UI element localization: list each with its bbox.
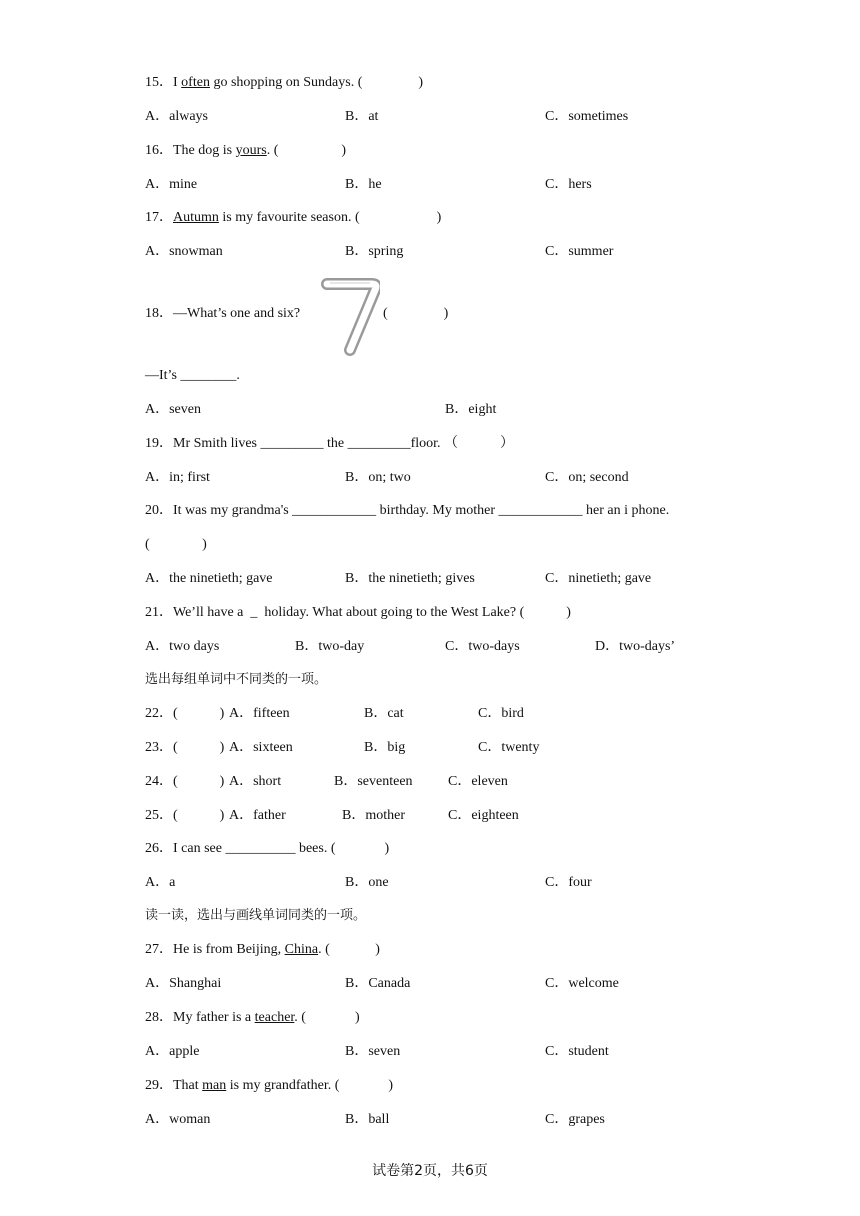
question-25: 25．( ) <box>145 808 225 823</box>
option-c[interactable]: C．twenty <box>478 740 540 755</box>
option-a[interactable]: A．father <box>229 808 286 823</box>
question-16 <box>145 141 346 161</box>
option-b[interactable]: B．spring <box>345 244 404 259</box>
option-b[interactable]: B．the ninetieth; gives <box>345 571 475 586</box>
option-b[interactable]: B．ball <box>345 1112 390 1127</box>
underlined-word: Autumn <box>173 210 219 225</box>
option-b[interactable]: B．he <box>345 177 382 192</box>
option-b[interactable]: B．mother <box>342 808 405 823</box>
question-text: I <box>173 75 182 90</box>
section-instruction: 选出每组单词中不同类的一项。 <box>145 672 328 687</box>
question-text: is my grandfather. ( ) <box>226 1078 394 1093</box>
option-c[interactable]: C．two-days <box>445 639 520 654</box>
question-text: go shopping on Sundays. ( ) <box>209 75 424 90</box>
option-a[interactable]: A．a <box>145 875 176 890</box>
question-text: My father is a <box>173 1010 255 1025</box>
option-a[interactable]: A．in; first <box>145 470 210 485</box>
question-18: 18．—What’s one and six? <box>145 306 301 321</box>
answer-parentheses: ( ) <box>383 306 449 321</box>
option-c[interactable]: C．four <box>545 875 592 890</box>
option-a[interactable]: A．sixteen <box>229 740 293 755</box>
option-b[interactable]: B．cat <box>364 706 404 721</box>
question-22: 22．( ) <box>145 706 225 721</box>
option-a[interactable]: A．the ninetieth; gave <box>145 571 273 586</box>
question-text: He is from Beijing, <box>173 942 285 957</box>
question-number: 16． <box>145 143 173 158</box>
option-a[interactable]: A．seven <box>145 402 201 417</box>
option-c[interactable]: C．welcome <box>545 976 619 991</box>
question-text: is my favourite season. ( ) <box>218 210 442 225</box>
question-number: 29． <box>145 1078 173 1093</box>
option-b[interactable]: B．eight <box>445 402 497 417</box>
option-b[interactable]: B．on; two <box>345 470 411 485</box>
option-c[interactable]: C．bird <box>478 706 524 721</box>
figure-label: 7 <box>320 278 321 279</box>
underlined-word: China <box>284 942 319 957</box>
option-b[interactable]: B．two-day <box>295 639 365 654</box>
question-number: 27． <box>145 942 173 957</box>
option-c[interactable]: C．grapes <box>545 1112 605 1127</box>
question-20: 20．It was my grandma's ____________ birthday. My mother ____________ her an i phone. <box>145 503 670 518</box>
option-a[interactable]: A．woman <box>145 1112 211 1127</box>
option-a[interactable]: A．fifteen <box>229 706 290 721</box>
option-b[interactable]: B．one <box>345 875 389 890</box>
option-c[interactable]: C．ninetieth; gave <box>545 571 652 586</box>
question-text: . ( ) <box>266 143 347 158</box>
option-c[interactable]: C．eighteen <box>448 808 519 823</box>
underlined-word: man <box>202 1078 227 1093</box>
question-19: 19．Mr Smith lives _________ the _________floor. （ ） <box>145 436 515 451</box>
option-c[interactable]: C．hers <box>545 177 592 192</box>
option-b[interactable]: B．Canada <box>345 976 411 991</box>
question-number: 17． <box>145 210 173 225</box>
question-text: . ( ) <box>294 1010 360 1025</box>
question-21: 21．We’ll have a _ holiday. What about going to the West Lake? ( ) <box>145 605 571 620</box>
answer-parentheses: ( ) <box>145 537 207 552</box>
question-29 <box>145 1076 393 1096</box>
question-text: . ( ) <box>318 942 380 957</box>
question-number: 28． <box>145 1010 173 1025</box>
option-a[interactable]: A．snowman <box>145 244 223 259</box>
option-c[interactable]: C．on; second <box>545 470 629 485</box>
option-d[interactable]: D．two-days’ <box>595 639 676 654</box>
option-a[interactable]: A．short <box>229 774 282 789</box>
number-seven-figure <box>320 278 380 356</box>
underlined-word: often <box>181 75 210 90</box>
option-c[interactable]: C．student <box>545 1044 609 1059</box>
question-27 <box>145 940 380 960</box>
option-c[interactable]: C．sometimes <box>545 109 629 124</box>
question-text: That <box>173 1078 203 1093</box>
option-b[interactable]: B．seven <box>345 1044 401 1059</box>
option-b[interactable]: B．big <box>364 740 406 755</box>
underlined-word: yours <box>235 143 267 158</box>
option-a[interactable]: A．two days <box>145 639 220 654</box>
option-a[interactable]: A．Shanghai <box>145 976 222 991</box>
option-c[interactable]: C．summer <box>545 244 614 259</box>
question-24: 24．( ) <box>145 774 225 789</box>
section-instruction: 读一读，选出与画线单词同类的一项。 <box>145 908 367 923</box>
question-text: The dog is <box>173 143 236 158</box>
option-b[interactable]: B．at <box>345 109 379 124</box>
answer-line: —It’s ________. <box>145 368 240 383</box>
option-a[interactable]: A．mine <box>145 177 198 192</box>
option-a[interactable]: A．always <box>145 109 208 124</box>
underlined-word: teacher <box>254 1010 295 1025</box>
question-28 <box>145 1008 360 1028</box>
page-footer: 试卷第2页，共6页 <box>372 1163 488 1179</box>
question-number: 15． <box>145 75 173 90</box>
question-15 <box>145 73 423 93</box>
option-a[interactable]: A．apple <box>145 1044 200 1059</box>
question-17 <box>145 208 441 228</box>
question-26: 26．I can see __________ bees. ( ) <box>145 841 390 856</box>
option-b[interactable]: B．seventeen <box>334 774 413 789</box>
option-c[interactable]: C．eleven <box>448 774 508 789</box>
question-23: 23．( ) <box>145 740 225 755</box>
